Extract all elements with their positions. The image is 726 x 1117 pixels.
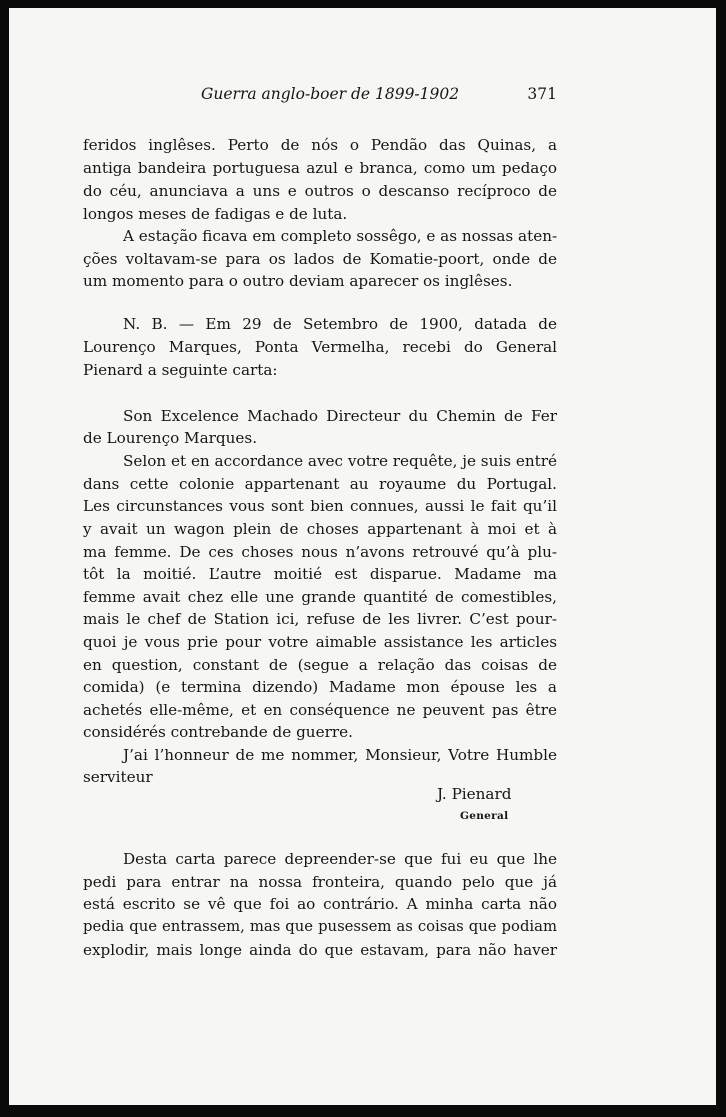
text-line: Pienard a seguinte carta: [83, 361, 278, 379]
letter-line: Les circunstances vous sont bien connues, aussi le fait qu’il [83, 497, 557, 515]
signature-name: J. Pienard [437, 785, 512, 803]
text-line: ções voltavam-se para os lados de Komatie-poort, onde de [83, 250, 557, 268]
page-header [83, 85, 557, 109]
text-line: do céu, anunciava a uns e outros o descanso recíproco de [83, 182, 557, 200]
text-line: antiga bandeira portuguesa azul e branca, como um pedaço [83, 159, 557, 177]
letter-line: femme avait chez elle une grande quantité de comestibles, [83, 588, 557, 606]
letter-line: J’ai l’honneur de me nommer, Monsieur, Votre Humble [123, 746, 557, 764]
letter-line: Son Excelence Machado Directeur du Chemin de Fer [123, 407, 557, 425]
text-line: feridos inglêses. Perto de nós o Pendão das Quinas, a [83, 136, 557, 154]
text-line: N. B. — Em 29 de Setembro de 1900, datada de [123, 315, 557, 333]
text-line: está escrito se vê que foi ao contrário. A minha carta não [83, 895, 557, 913]
text-line: Desta carta parece depreender-se que fui eu que lhe [123, 850, 557, 868]
letter-line: comida) (e termina dizendo) Madame mon épouse les a [83, 678, 557, 696]
letter-line: serviteur [83, 768, 153, 786]
letter-line: dans cette colonie appartenant au royaume du Portugal. [83, 475, 557, 493]
letter-line: mais le chef de Station ici, refuse de les livrer. C’est pour- [83, 610, 557, 628]
text-line: longos meses de fadigas e de luta. [83, 205, 348, 223]
page-number: 371 [527, 85, 557, 103]
text-line: um momento para o outro deviam aparecer os inglêses. [83, 272, 513, 290]
letter-line: achetés elle-même, et en conséquence ne peuvent pas être [83, 701, 557, 719]
text-line: A estação ficava em completo sossêgo, e as nossas aten- [123, 227, 558, 245]
letter-line: considérés contrebande de guerre. [83, 723, 353, 741]
signature-title: General [460, 810, 509, 822]
text-line: Lourenço Marques, Ponta Vermelha, recebi do General [83, 338, 557, 356]
letter-line: y avait un wagon plein de choses appartenant à moi et à [83, 520, 557, 538]
text-line: pedia que entrassem, mas que pusessem as coisas que podiam [83, 918, 557, 935]
letter-line: tôt la moitié. L’autre moitié est disparue. Madame ma [83, 565, 557, 583]
text-line: explodir, mais longe ainda do que estavam, para não haver [83, 941, 557, 959]
letter-line: ma femme. De ces choses nous n’avons retrouvé qu’à plu- [83, 543, 557, 561]
letter-line: Selon et en accordance avec votre requête, je suis entré [123, 452, 557, 470]
letter-line: quoi je vous prie pour votre aimable assistance les articles [83, 633, 557, 651]
letter-line: de Lourenço Marques. [83, 429, 258, 447]
text-line: pedi para entrar na nossa fronteira, quando pelo que já [83, 873, 557, 891]
letter-line: en question, constant de (segue a relação das coisas de [83, 656, 557, 674]
running-title: Guerra anglo-boer de 1899-1902 [201, 85, 460, 103]
